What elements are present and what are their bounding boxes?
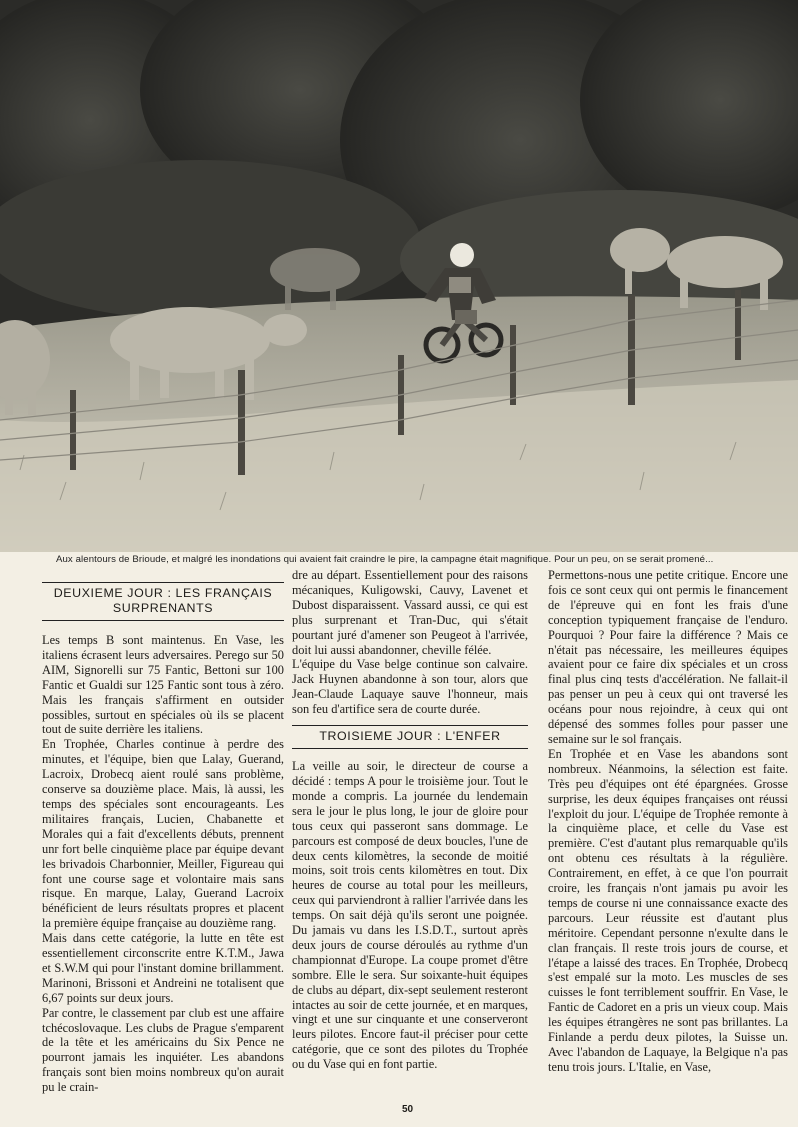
paragraph: L'équipe du Vase belge continue son calvaire. Jack Huynen abandonne à son tour, alors que Jean-Claude Laquaye sauve l'honneur, mais son feu d'artifice sera de courte durée.	[292, 657, 528, 717]
photo-caption: Aux alentours de Brioude, et malgré les inondations qui avaient fait craindre le pire, la campagne était magnifique. Pour un peu, on se serait promené...	[56, 554, 714, 565]
paragraph: La veille au soir, le directeur de course a décidé : temps A pour le troisième jour. Tout le monde a compris. La journée du lendemain sera le jour le plus long, le jour de gloire pour tous ceux qui passeront sans dommage. Le parcours est composé de deux boucles, l'une de deux cents kilomètres, la seconde de moitié moins, soit trois cents kilomètres en tout. Dix heures de course au total pour les meilleurs, ceux qui parviendront à rallier l'arrivée dans les temps. On sait déjà qu'ils seront une poignée. Du jamais vu dans les I.S.D.T., surtout après deux jours de course déroulés au rythme d'un championnat d'Europe. La coupe promet d'être sombre. Elle le sera. Sur soixante-huit équipes de clubs au départ, dix-sept seulement resteront intactes au soir de cette journée, et en marques, vingt et une sur cinquante et une conserveront leurs pilotes. Encore faut-il préciser pour cette catégorie, que ce sont des pilotes du Trophée ou du Vase qui en font partie.	[292, 759, 528, 1072]
enduro-rider-among-cows-photo	[0, 0, 798, 552]
paragraph: dre au départ. Essentiellement pour des raisons mécaniques, Kuligowski, Cauvy, Lavenet et Dubost disparaissent. Vassard aussi, ce qui est plus surprenant et Tran-Duc, qui s'était pourtant juré d'amener son Peugeot à l'arrivée, doit lui aussi abandonner, cheville félée.	[292, 568, 528, 657]
paragraph: Permettons-nous une petite critique. Encore une fois ce sont ceux qui ont permis le financement de l'épreuve qui en font les frais d'une conception typiquement française de l'enduro. Pourquoi ? Pour faire la différence ? Mais ce n'était pas nécessaire, les meilleures équipes avaient pour ce faire dix spéciales et un cross final plus cinq tests d'accélération. Ne fallait-il pas penser un peu à ceux qui ont traversé les océans pour nous rejoindre, à ceux qui ont dépensé des sommes folles pour passer une semaine sur le sol français.	[548, 568, 788, 746]
section-heading-day-three: TROISIEME JOUR : L'ENFER	[292, 725, 528, 749]
article-column-2	[292, 568, 528, 1072]
article-column-1	[42, 568, 284, 1095]
section-heading-day-two: DEUXIEME JOUR : LES FRANÇAIS SURPRENANTS	[42, 582, 284, 621]
paragraph: En Trophée et en Vase les abandons sont nombreux. Néanmoins, la sélection est faite. Très peu d'équipes ont été épargnées. Grosse surprise, les deux équipes françaises ont réussi l'exploit du jour. L'équipe de Trophée remonte à la cinquième place, et celle du Vase est première. C'est d'autant plus remarquable qu'ils ont obtenu ces résultats à la régulière. Contrairement, en effet, à ce que l'on pourrait croire, les français n'ont jamais pu avoir les temps de course ni une connaissance exacte des parcours. Leur réussite est d'autant plus méritoire. Cependant personne n'exulte dans le clan français. Il reste trois jours de course, et l'étape a laissé des traces. En Trophée, Drobecq s'est empalé sur la moto. Les muscles de ses cuisses le font terriblement souffrir. En Vase, le Fantic de Cadoret en a pris un vieux coup. Mais les équipes étrangères ne sont pas brillantes. La Finlande a perdu deux pilotes, la Suisse un. Avec l'abandon de Laquaye, la Belgique n'a pas tenu trois jours. L'Italie, en Vase,	[548, 746, 788, 1074]
paragraph: Par contre, le classement par club est une affaire tchécoslovaque. Les clubs de Prague s'emparent de la tête et les américains du Six Pence ne pourront jamais les inquiéter. Les abandons français sont bien moins nombreux qu'on aurait pu le crain-	[42, 1005, 284, 1095]
article-column-3	[548, 568, 788, 1075]
paragraph: Les temps B sont maintenus. En Vase, les italiens écrasent leurs adversaires. Perego sur 50 AIM, Signorelli sur 75 Fantic, Bettoni sur 100 Fantic et Gualdi sur 125 Fantic sont tous à zéro. Mais les français s'affirment en outsider possibles, surtout en spéciales où ils se placent tout de suite derrière les italiens.	[42, 633, 284, 737]
page-number: 50	[402, 1104, 414, 1115]
paragraph: Mais dans cette catégorie, la lutte en tête est essentiellement circonscrite entre K.T.M., Jawa et S.W.M qui pour l'instant domine brillamment. Marinoni, Brissoni et Andreini ne totalisent que 6,67 points sur deux jours.	[42, 931, 284, 1005]
article-photo	[0, 0, 798, 552]
paragraph: En Trophée, Charles continue à perdre des minutes, et l'équipe, bien que Lalay, Guerand, Lacroix, Drobecq aient roulé sans problème, conserve sa douzième place. Mais, là aussi, les temps des spéciales sont encourageants. Les militaires français, Lucien, Chabanette et Morales qui a fait d'excellents débuts, prennent unr fort belle cinquième place par équipe devant les brivadois Charbonnier, Meiller, Figureau qui font une course sage et volontaire mais sans risque. En marque, Lalay, Guerand Lacroix bénéficient de leurs résultats propres et placent la première équipe française au douzième rang.	[42, 737, 284, 931]
